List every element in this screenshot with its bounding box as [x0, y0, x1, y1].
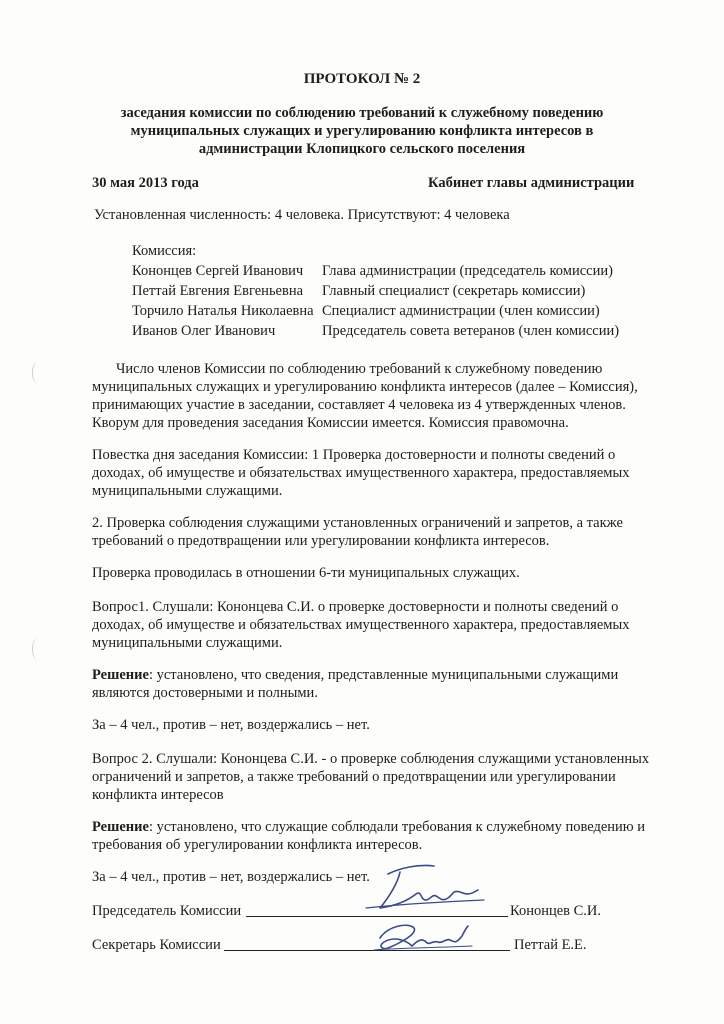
- agenda-line: доходах, об имуществе и обязательствах имущественного характера, предоставляемых: [92, 465, 630, 481]
- chairman-handwritten-signature: [360, 860, 490, 920]
- quorum-paragraph-line: муниципальных служащих и урегулированию конфликта интересов (далее – Комиссия),: [92, 379, 638, 395]
- secretary-name: Петтай Е.Е.: [514, 937, 587, 953]
- member-name: Иванов Олег Иванович: [132, 323, 276, 339]
- member-name: Кононцев Сергей Иванович: [132, 263, 304, 279]
- meeting-location: Кабинет главы администрации: [428, 175, 635, 191]
- decision-2-line: требования об урегулировании конфликта интересов.: [92, 837, 423, 853]
- decision-1-line: являются достоверными и полными.: [92, 685, 318, 701]
- chairman-label: Председатель Комиссии: [92, 903, 242, 919]
- member-name: Торчило Наталья Николаевна: [132, 303, 314, 319]
- question-1-line: Вопрос1. Слушали: Кононцева С.И. о проверке достоверности и полноты сведений о: [92, 599, 619, 615]
- punch-hole-mark: [32, 362, 43, 384]
- agenda-line: муниципальными служащими.: [92, 483, 283, 499]
- check-scope-line: Проверка проводилась в отношении 6-ти муниципальных служащих.: [92, 565, 520, 581]
- question-2-line: конфликта интересов: [92, 787, 224, 803]
- document-title: ПРОТОКОЛ № 2: [303, 71, 421, 87]
- question-1-line: муниципальными служащими.: [92, 635, 283, 651]
- decision-1-text: : установлено, что сведения, представленные муниципальными служащими: [148, 667, 619, 683]
- secretary-handwritten-signature: [368, 918, 478, 958]
- decision-2-line: [92, 818, 645, 836]
- decision-label: Решение: [92, 819, 149, 835]
- document-subtitle-line-3: администрации Клопицкого сельского поселения: [198, 141, 526, 157]
- member-role: Специалист администрации (член комиссии): [322, 303, 600, 319]
- question-1-line: доходах, об имуществе и обязательствах имущественного характера, предоставляемых: [92, 617, 630, 633]
- meeting-date: 30 мая 2013 года: [92, 175, 199, 191]
- document-subtitle-line-1: заседания комиссии по соблюдению требований к служебному поведению: [120, 105, 604, 121]
- question-2-line: Вопрос 2. Слушали: Кононцева С.И. - о проверке соблюдения служащими установленных: [92, 751, 650, 767]
- quorum-paragraph-line: Число членов Комиссии по соблюдению требований к служебному поведению: [116, 361, 603, 377]
- quorum-paragraph-line: принимающих участие в заседании, составляет 4 человека из 4 утвержденных членов.: [92, 397, 626, 413]
- agenda-item-2-line: 2. Проверка соблюдения служащими установленных ограничений и запретов, а также: [92, 515, 623, 531]
- vote-1-line: За – 4 чел., против – нет, воздержались – нет.: [92, 717, 370, 733]
- commission-heading: Комиссия:: [132, 243, 197, 259]
- attendance-line: Установленная численность: 4 человека. Присутствуют: 4 человека: [94, 207, 510, 223]
- member-name: Петтай Евгения Евгеньевна: [132, 283, 304, 299]
- member-role: Глава администрации (председатель комиссии): [322, 263, 613, 279]
- quorum-paragraph-line: Кворум для проведения заседания Комиссии имеется. Комиссия правомочна.: [92, 415, 569, 431]
- question-2-line: ограничений и запретов, а также требований о предотвращении или урегулировании: [92, 769, 616, 785]
- agenda-line: Повестка дня заседания Комиссии: 1 Проверка достоверности и полноты сведений о: [92, 447, 616, 463]
- member-role: Главный специалист (секретарь комиссии): [322, 283, 586, 299]
- punch-hole-mark: [32, 638, 43, 660]
- decision-1-line: [92, 666, 618, 684]
- decision-label: Решение: [92, 667, 149, 683]
- member-role: Председатель совета ветеранов (член комиссии): [322, 323, 620, 339]
- secretary-label: Секретарь Комиссии: [92, 937, 221, 953]
- chairman-name: Кононцев С.И.: [510, 903, 602, 919]
- decision-2-text: : установлено, что служащие соблюдали требования к служебному поведению и: [148, 819, 646, 835]
- document-subtitle-line-2: муниципальных служащих и урегулированию конфликта интересов в: [130, 123, 594, 139]
- vote-2-line: За – 4 чел., против – нет, воздержались – нет.: [92, 869, 370, 885]
- agenda-item-2-line: требований о предотвращении или урегулировании конфликта интересов.: [92, 533, 550, 549]
